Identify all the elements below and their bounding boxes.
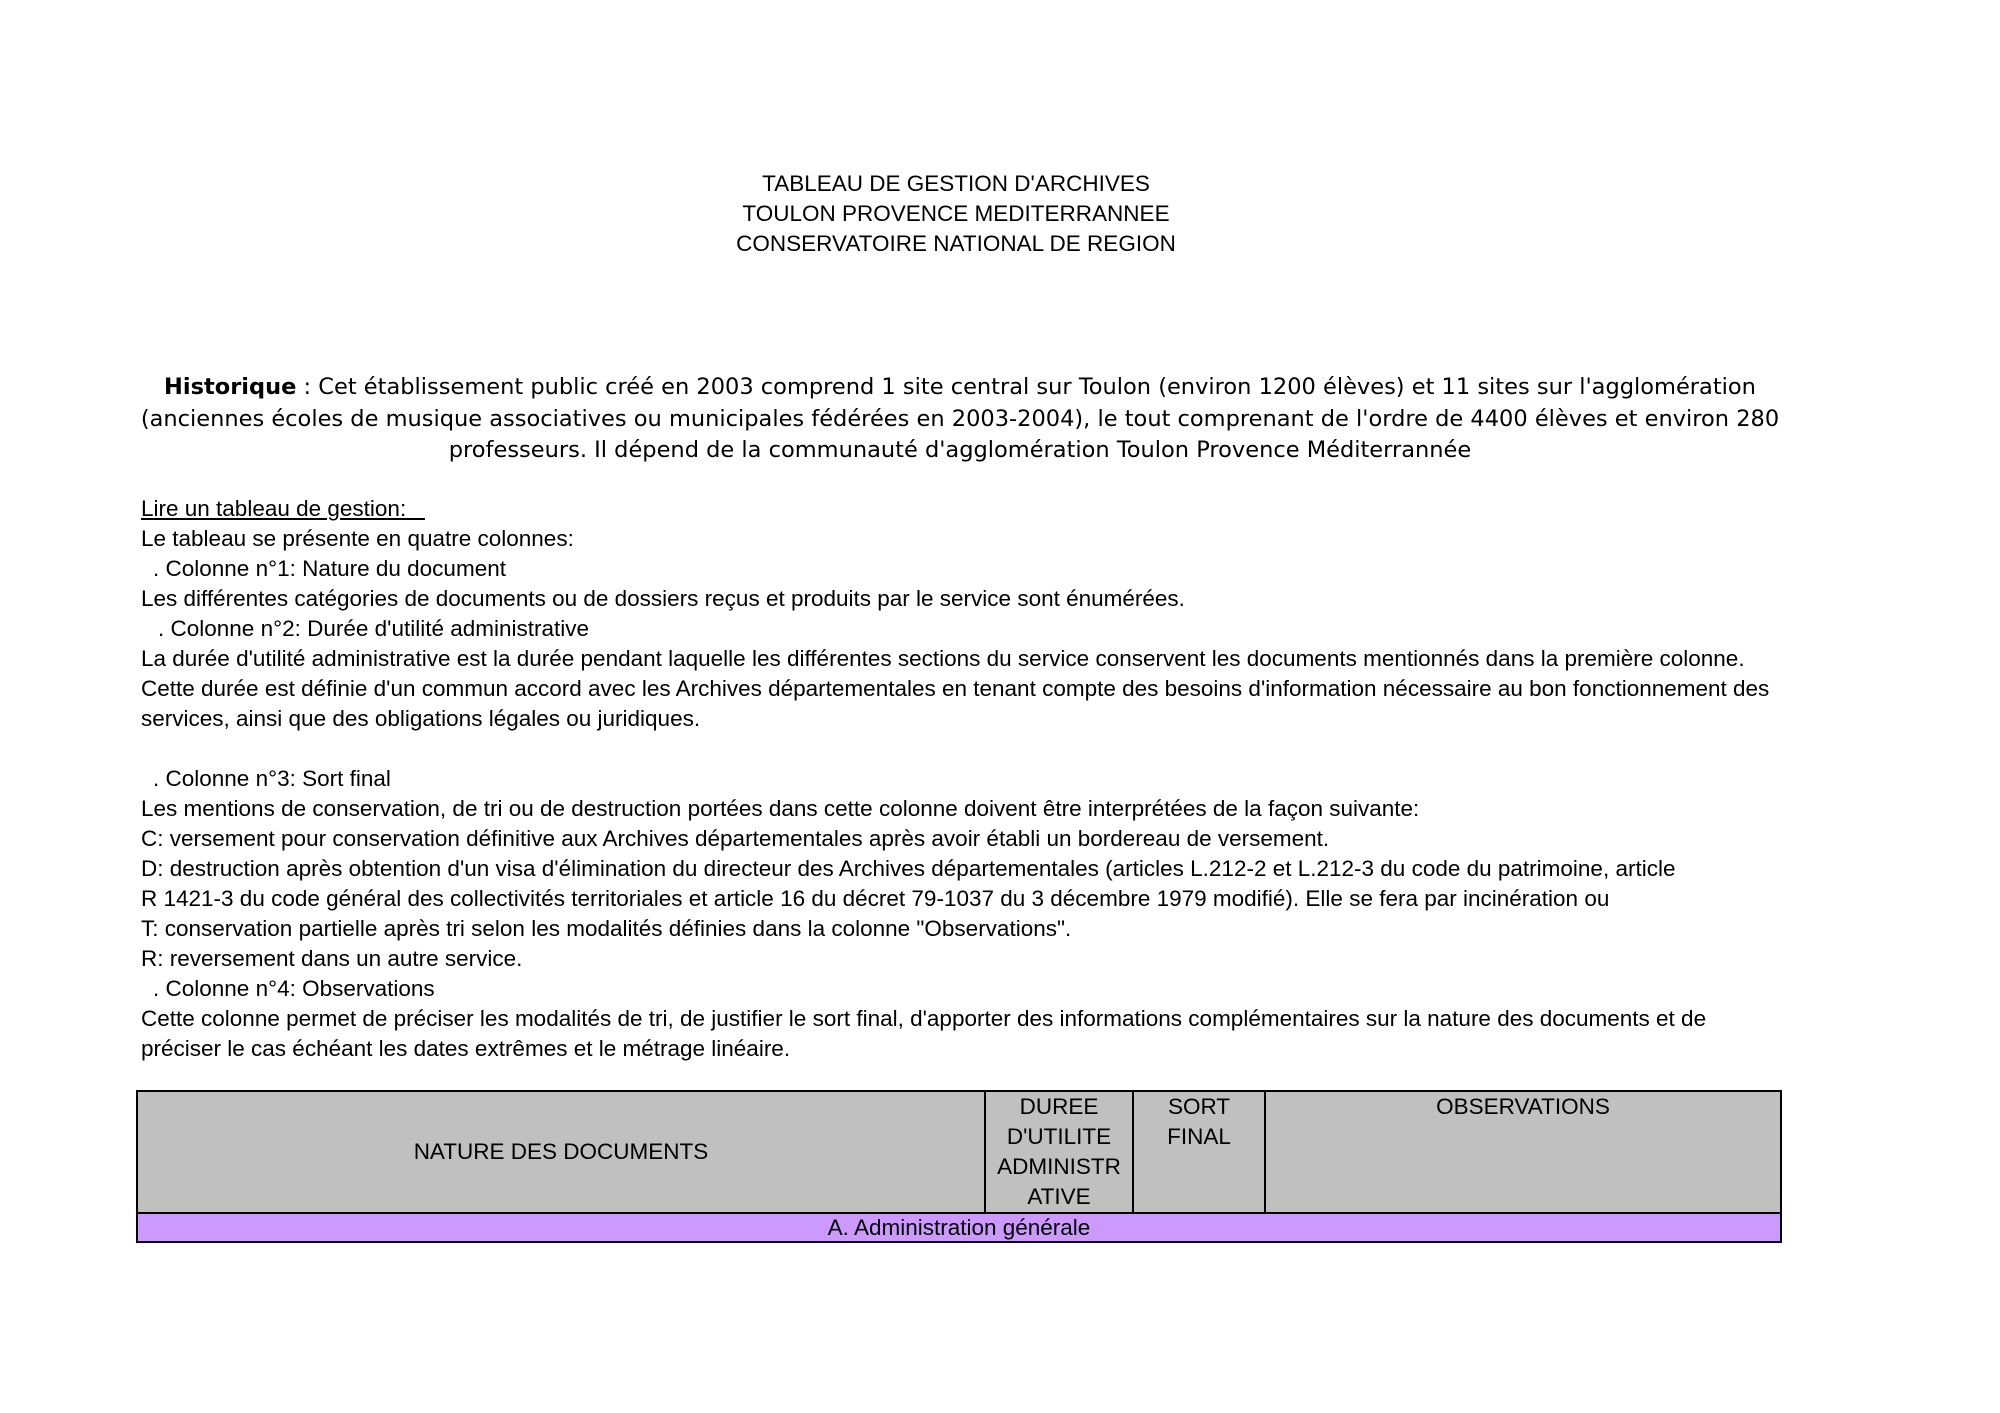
header-sort-line: FINAL	[1167, 1124, 1231, 1149]
document-header	[0, 169, 1912, 259]
header-duree-line: ATIVE	[1027, 1184, 1091, 1209]
spacer	[141, 734, 1791, 764]
section-row	[137, 1213, 1781, 1242]
code-d-description-line1: D: destruction après obtention d'un visa d'élimination du directeur des Archives départementales (articles L.212-2 et L.212-3 du code du patrimoine, article	[141, 856, 1676, 881]
column3-heading: . Colonne n°3: Sort final	[153, 766, 391, 791]
code-t-description: T: conservation partielle après tri selon les modalités définies dans la colonne "Observations".	[141, 916, 1072, 941]
header-nature-des-documents: NATURE DES DOCUMENTS	[137, 1091, 985, 1213]
code-d-description-line2: R 1421-3 du code général des collectivités territoriales et article 16 du décret 79-1037 du 3 décembre 1979 modifié). Elle se fera par incinération ou	[141, 886, 1610, 911]
column2-description: La durée d'utilité administrative est la durée pendant laquelle les différentes sections du service conservent les documents mentionnés dans la première colonne. Cette durée est définie d'un commun accord avec les Archives départementales en tenant compte des besoins d'information nécessaire au bon fonctionnement des services, ainsi que des obligations légales ou juridiques.	[141, 646, 1770, 731]
column1-description: Les différentes catégories de documents ou de dossiers reçus et produits par le service sont énumérées.	[141, 586, 1185, 611]
guide-intro: Le tableau se présente en quatre colonnes:	[141, 526, 574, 551]
header-duree-utilite-administrative	[985, 1091, 1133, 1213]
column3-description: Les mentions de conservation, de tri ou de destruction portées dans cette colonne doivent être interprétées de la façon suivante:	[141, 796, 1420, 821]
header-duree-line: ADMINISTR	[997, 1154, 1121, 1179]
column4-heading: . Colonne n°4: Observations	[153, 976, 435, 1001]
header-sort-line: SORT	[1167, 1094, 1231, 1119]
table-header-row	[137, 1091, 1781, 1213]
section-administration-generale: A. Administration générale	[137, 1213, 1781, 1242]
header-observations: OBSERVATIONS	[1265, 1091, 1781, 1213]
header-service: CONSERVATOIRE NATIONAL DE REGION	[736, 231, 1176, 256]
historique-text: : Cet établissement public créé en 2003 comprend 1 site central sur Toulon (environ 1200 élèves) et 11 sites sur l'agglomération (anciennes écoles de musique associatives ou municipales fédérées en 2003-2004), le tout comprenant de l'ordre de 4400 élèves et environ 280 professeurs. Il dépend de la communauté d'agglomération Toulon Provence Méditerrannée	[140, 374, 1780, 463]
header-duree-line: DUREE	[1019, 1094, 1099, 1119]
column2-heading: . Colonne n°2: Durée d'utilité administrative	[158, 616, 590, 641]
historique-paragraph	[140, 372, 1780, 467]
historique-label: Historique	[164, 374, 297, 400]
header-sort-final	[1133, 1091, 1265, 1213]
column4-description: Cette colonne permet de préciser les modalités de tri, de justifier le sort final, d'apporter des informations complémentaires sur la nature des documents et de préciser le cas échéant les dates extrêmes et le métrage linéaire.	[141, 1006, 1707, 1061]
column1-heading: . Colonne n°1: Nature du document	[153, 556, 506, 581]
reading-guide	[141, 494, 1791, 1064]
code-r-description: R: reversement dans un autre service.	[141, 946, 523, 971]
header-title: TABLEAU DE GESTION D'ARCHIVES	[762, 171, 1150, 196]
header-duree-line: D'UTILITE	[1006, 1124, 1112, 1149]
code-c-description: C: versement pour conservation définitive aux Archives départementales après avoir établi un bordereau de versement.	[141, 826, 1330, 851]
header-organization: TOULON PROVENCE MEDITERRANNEE	[742, 201, 1170, 226]
guide-title: Lire un tableau de gestion:	[141, 496, 425, 521]
archive-management-table	[136, 1090, 1782, 1243]
